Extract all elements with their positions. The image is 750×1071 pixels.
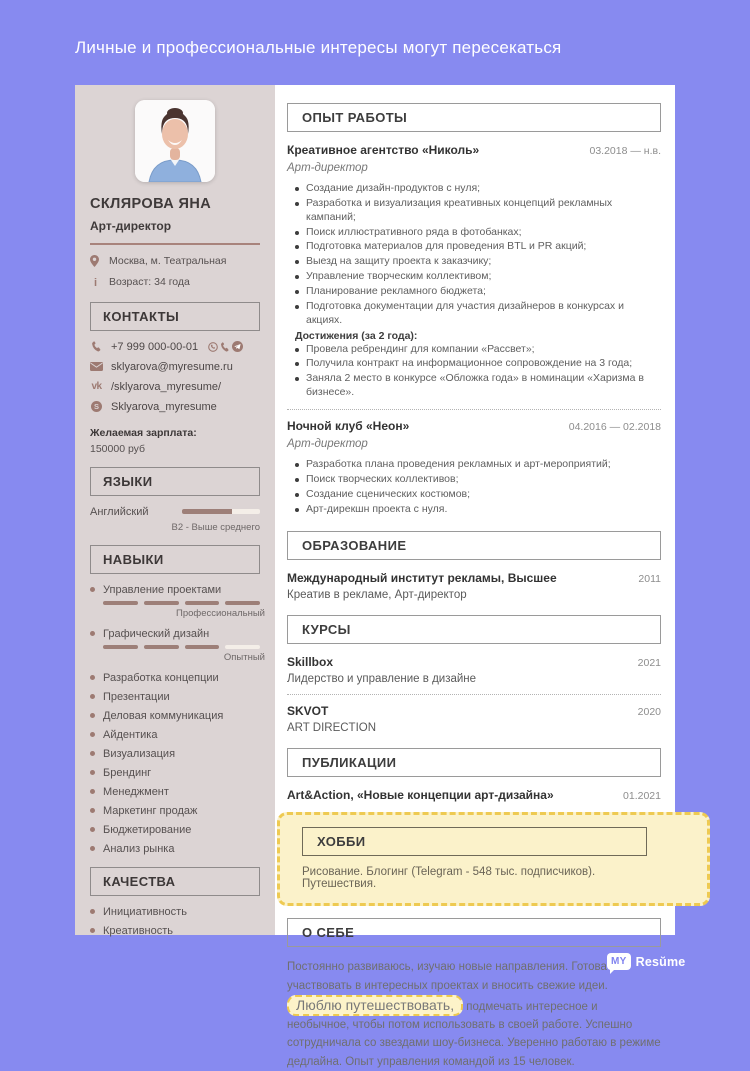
duty-item <box>295 270 661 284</box>
duty-item <box>295 473 661 487</box>
telegram-icon <box>232 341 243 352</box>
skill-item-label: Презентации <box>103 690 170 703</box>
job-position: Арт-директор <box>287 162 368 174</box>
job-entry-head <box>287 143 661 157</box>
quality-item <box>90 925 260 937</box>
skill-item <box>90 767 260 779</box>
language-level-label: B2 - Выше среднего <box>171 521 260 533</box>
skill-item-label: Деловая коммуникация <box>103 709 224 722</box>
language-row <box>90 506 260 518</box>
vk-text: /sklyarova_myresume/ <box>111 380 222 393</box>
bullet-dot <box>295 305 299 309</box>
achievement-item <box>295 343 661 357</box>
skill-item-label: Айдентика <box>103 728 158 741</box>
duty-item <box>295 226 661 240</box>
contact-email[interactable] <box>90 361 260 373</box>
profile-photo <box>135 100 215 182</box>
publication-year: 01.2021 <box>623 790 661 803</box>
duty-item <box>295 300 661 328</box>
duty-text: Выезд на защиту проекта к заказчику; <box>306 255 492 268</box>
contact-vk[interactable] <box>90 381 260 393</box>
achievement-item <box>295 372 661 400</box>
achievement-text: Получила контракт на информационное сопровождение на 3 года; <box>306 357 633 370</box>
age-row <box>90 276 260 290</box>
courses-header: КУРСЫ <box>287 615 661 644</box>
bullet-dot <box>295 463 299 467</box>
job-dates: 04.2016 — 02.2018 <box>568 421 661 434</box>
course-title: Skillbox <box>287 655 334 670</box>
skill-item-label: Менеджмент <box>103 785 169 798</box>
envelope-icon <box>90 362 103 371</box>
course-title: SKVOT <box>287 704 329 719</box>
about-text-before: Постоянно развиваюсь, изучаю новые направления. Готова участвовать в интересных проектах и вносить свежие идеи. <box>287 961 608 992</box>
skype-text: Sklyarova_myresume <box>111 400 217 413</box>
hobby-highlight-block <box>277 812 710 906</box>
bullet-dot <box>295 187 299 191</box>
whatsapp-icon <box>208 342 218 352</box>
myresume-logo <box>607 953 685 970</box>
job-position: Арт-директор <box>287 438 368 451</box>
bullet-dot <box>90 808 95 813</box>
skill-item-label: Бюджетирование <box>103 823 192 836</box>
rated-skill <box>90 627 265 663</box>
bullet-dot <box>90 675 95 680</box>
about-paragraph <box>287 958 661 1070</box>
duty-item <box>295 197 661 225</box>
education-subtitle: Креатив в рекламе, Арт-директор <box>287 589 467 602</box>
skill-item-label: Брендинг <box>103 766 152 779</box>
info-icon: i <box>93 276 98 289</box>
plain-skills-list <box>90 672 260 855</box>
duty-text: Разработка и визуализация креативных концепций рекламных кампаний; <box>306 196 613 223</box>
bullet-dot <box>295 377 299 381</box>
bullet-dot <box>295 348 299 352</box>
bullet-dot <box>90 928 95 933</box>
duty-text: Разработка плана проведения рекламных и арт-мероприятий; <box>306 458 611 471</box>
job-dates: 03.2018 — н.в. <box>589 145 661 157</box>
quality-item <box>90 906 260 918</box>
duty-text: Создание дизайн-продуктов с нуля; <box>306 182 481 194</box>
skill-name: Графический дизайн <box>103 627 210 640</box>
bullet-dot <box>295 362 299 366</box>
education-header: ОБРАЗОВАНИЕ <box>287 531 661 560</box>
avatar-illustration <box>135 100 215 182</box>
bullet-dot <box>295 478 299 482</box>
bullet-dot <box>90 751 95 756</box>
phone-number: +7 999 000-00-01 <box>111 340 199 353</box>
bullet-dot <box>295 260 299 264</box>
age-text: Возраст: 34 года <box>109 275 190 288</box>
duty-item <box>295 255 661 269</box>
course-year: 2021 <box>637 657 661 670</box>
skill-name: Управление проектами <box>103 583 222 596</box>
contact-skype[interactable] <box>90 401 260 413</box>
bullet-dot <box>295 231 299 235</box>
bullet-dot <box>90 770 95 775</box>
bullet-dot <box>295 202 299 206</box>
banner-heading: Личные и профессиональные интересы могут пересекаться <box>75 38 562 57</box>
skype-icon <box>90 401 103 412</box>
bullet-dot <box>295 245 299 249</box>
rated-skill <box>90 583 265 619</box>
bullet-dot <box>295 493 299 497</box>
bullet-dot <box>90 713 95 718</box>
about-text-after: подмечать интересное и необычное, чтобы потом использовать в своей работе. Успешно сотрудничала со звездами шоу-бизнеса. Уверенно работаю в режиме дедлайна. Опыт управления командой из 15 человек. <box>287 1000 661 1068</box>
duty-text: Поиск творческих коллективов; <box>306 472 459 485</box>
course-subtitle: Лидерство и управление в дизайне <box>287 673 477 686</box>
duty-item <box>295 285 661 299</box>
skill-item <box>90 843 260 855</box>
logo-resume-text: Resŭme <box>635 954 686 969</box>
company-name: Ночной клуб «Неон» <box>287 419 410 434</box>
company-name: Креативное агентство «Николь» <box>287 143 480 157</box>
quality-item-label: Креативность <box>103 924 174 937</box>
skill-item <box>90 748 260 760</box>
email-text: sklyarova@myresume.ru <box>111 360 233 373</box>
achievements-label: Достижения (за 2 года): <box>295 329 418 342</box>
dotted-divider <box>287 409 661 410</box>
duty-text: Управление творческим коллективом; <box>306 270 492 283</box>
person-job-title: Арт-директор <box>90 219 172 233</box>
qualities-header: КАЧЕСТВА <box>90 867 260 896</box>
duty-item <box>295 240 661 254</box>
duty-text: Планирование рекламного бюджета; <box>306 285 486 298</box>
contacts-header: КОНТАКТЫ <box>90 302 260 331</box>
duty-text: Поиск иллюстративного ряда в фотобанках; <box>306 225 522 238</box>
duty-text: Подготовка материалов для проведения BTL и PR акций; <box>306 240 587 253</box>
job-entry-head <box>287 419 661 433</box>
salary-value: 150000 руб <box>90 442 146 455</box>
bullet-dot <box>295 275 299 279</box>
bullet-dot <box>295 290 299 294</box>
vk-icon: vk <box>91 381 102 393</box>
duty-text: Подготовка документации для участия дизайнеров в конкурсах и акциях. <box>306 299 624 326</box>
skill-item-label: Маркетинг продаж <box>103 804 198 817</box>
qualities-list <box>90 906 260 937</box>
achievements-list <box>287 343 661 400</box>
skill-level-label: Профессиональный <box>176 607 265 619</box>
duty-text: Создание сценических костюмов; <box>306 487 471 500</box>
duty-item <box>295 503 661 517</box>
bullet-dot <box>90 909 95 914</box>
skill-item-label: Визуализация <box>103 747 176 760</box>
experience-header: ОПЫТ РАБОТЫ <box>287 103 661 132</box>
quality-item-label: Инициативность <box>103 905 187 918</box>
bullet-dot <box>90 827 95 832</box>
duty-item <box>295 458 661 472</box>
location-row <box>90 255 260 269</box>
viber-icon <box>220 342 230 352</box>
duty-item <box>295 182 661 196</box>
publication-title: Art&Action, «Новые концепции арт-дизайна» <box>287 788 554 803</box>
publication-entry <box>287 788 661 802</box>
skill-item-label: Разработка концепции <box>103 671 219 684</box>
language-level-bar <box>182 509 260 514</box>
location-text: Москва, м. Театральная <box>109 255 227 267</box>
messenger-icons <box>208 341 243 352</box>
bullet-dot <box>90 631 95 636</box>
skill-level-bar <box>103 601 260 605</box>
bullet-dot <box>90 587 95 592</box>
duty-text: Арт-дирекшн проекта с нуля. <box>306 502 448 515</box>
course-entry <box>287 704 661 718</box>
salary-label: Желаемая зарплата: <box>90 426 197 439</box>
job-duties-list <box>287 458 661 516</box>
language-name: Английский <box>90 505 149 518</box>
skill-level-bar <box>103 645 260 649</box>
course-entry <box>287 655 661 669</box>
hobby-header: ХОББИ <box>302 827 647 856</box>
course-year: 2020 <box>637 706 661 719</box>
skill-item <box>90 805 260 817</box>
skill-item <box>90 672 260 684</box>
svg-text:S: S <box>93 402 100 412</box>
skill-level-label: Опытный <box>223 651 265 663</box>
person-name: СКЛЯРОВА ЯНА <box>90 196 212 212</box>
phone-icon <box>90 341 103 352</box>
achievement-item <box>295 357 661 371</box>
skill-item <box>90 786 260 798</box>
hobby-text: Рисование. Блогинг (Telegram - 548 тыс. подписчиков). Путешествия. <box>302 866 596 891</box>
achievement-text: Провела ребрендинг для компании «Рассвет»; <box>306 342 535 355</box>
bullet-dot <box>90 732 95 737</box>
about-header: О СЕБЕ <box>287 918 661 947</box>
skill-item <box>90 691 260 703</box>
languages-header: ЯЗЫКИ <box>90 467 260 496</box>
map-pin-icon <box>90 255 101 267</box>
contact-phone[interactable] <box>90 341 260 353</box>
skill-item <box>90 710 260 722</box>
dotted-divider <box>287 694 661 695</box>
skill-item <box>90 729 260 741</box>
bullet-dot <box>90 846 95 851</box>
education-entry <box>287 571 661 585</box>
bullet-dot <box>295 508 299 512</box>
skill-item-label: Анализ рынка <box>103 842 175 855</box>
sidebar <box>75 85 275 935</box>
education-year: 2011 <box>638 573 661 586</box>
bullet-dot <box>90 694 95 699</box>
logo-my-badge: MY <box>607 953 631 970</box>
publications-header: ПУБЛИКАЦИИ <box>287 748 661 777</box>
about-highlight: Люблю путешествовать, <box>287 995 463 1017</box>
skills-header: НАВЫКИ <box>90 545 260 574</box>
skill-item <box>90 824 260 836</box>
job-duties-list <box>287 182 661 328</box>
education-title: Международный институт рекламы, Высшее <box>287 571 557 586</box>
bullet-dot <box>90 789 95 794</box>
achievement-text: Заняла 2 место в конкурсе «Обложка года» в номинации «Харизма в бизнесе». <box>306 372 644 399</box>
duty-item <box>295 488 661 502</box>
course-subtitle: ART DIRECTION <box>287 722 377 735</box>
divider <box>90 243 260 245</box>
